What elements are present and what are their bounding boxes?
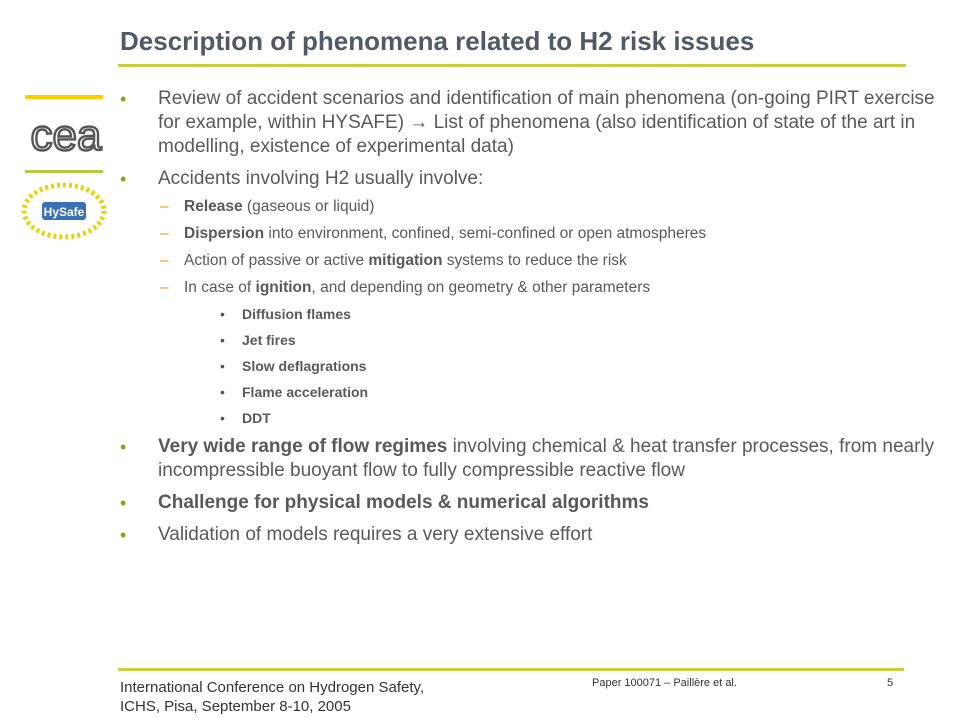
bullet-review: • Review of accident scenarios and identification of main phenomena (on-going PIRT exercise for example, within HYSAFE) → List of phenomena (also identification of state of the art in modelling, existence of experimental data) — [120, 88, 935, 157]
dash-marker: – — [160, 225, 169, 242]
bullet-marker: • — [120, 493, 127, 513]
subsub-bullet-jet-fires: • Jet fires — [220, 332, 296, 348]
bullet-marker: • — [220, 384, 225, 400]
bullet-marker: • — [120, 169, 127, 189]
sub-bullet-release: – Release (gaseous or liquid) — [160, 198, 375, 215]
sub-bullet-ignition: – In case of ignition, and depending on geometry & other parameters — [160, 279, 651, 296]
subsub-bullet-ddt: • DDT — [220, 410, 271, 426]
dash-marker: – — [160, 279, 169, 296]
bullet-marker: • — [120, 437, 127, 457]
bullet-marker: • — [120, 89, 127, 109]
logo-top-divider — [25, 95, 103, 99]
footer-conference: International Conference on Hydrogen Safety, ICHS, Pisa, September 8-10, 2005 — [120, 679, 425, 715]
dash-marker: – — [160, 198, 169, 215]
sub-bullet-dispersion: – Dispersion into environment, confined, semi-confined or open atmospheres — [160, 225, 707, 242]
bullet-marker: • — [220, 306, 225, 322]
bullet-marker: • — [220, 358, 225, 374]
footer-divider — [118, 668, 904, 671]
cea-logo-text: cea — [30, 111, 102, 160]
cea-logo — [22, 108, 110, 160]
bullet-flow-regimes: • Very wide range of flow regimes involving chemical & heat transfer processes, from nearly incompressible buoyant flow to fully compressible reactive flow — [120, 436, 935, 481]
subsub-bullet-slow-deflagrations: • Slow deflagrations — [220, 358, 367, 374]
slide-title: Description of phenomena related to H2 risk issues — [120, 26, 755, 56]
sub-bullet-mitigation: – Action of passive or active mitigation systems to reduce the risk — [160, 252, 627, 269]
hysafe-logo-text: HySafe — [43, 205, 85, 219]
subsub-bullet-flame-acceleration: • Flame acceleration — [220, 384, 369, 400]
slide-body — [120, 87, 950, 555]
bullet-marker: • — [220, 332, 225, 348]
hysafe-logo — [20, 182, 108, 240]
footer-paper: Paper 100071 – Paillère et al. — [592, 677, 737, 689]
bullet-validation: • Validation of models requires a very extensive effort — [120, 524, 593, 545]
logo-bottom-divider — [25, 170, 103, 173]
bullet-challenge: • Challenge for physical models & numerical algorithms — [120, 492, 649, 513]
title-divider — [118, 64, 906, 67]
page-number: 5 — [887, 677, 894, 689]
subsub-bullet-diffusion-flames: • Diffusion flames — [220, 306, 351, 322]
dash-marker: – — [160, 252, 169, 269]
bullet-marker: • — [220, 410, 225, 426]
bullet-accidents: • Accidents involving H2 usually involve: — [120, 168, 484, 189]
bullet-marker: • — [120, 525, 127, 545]
